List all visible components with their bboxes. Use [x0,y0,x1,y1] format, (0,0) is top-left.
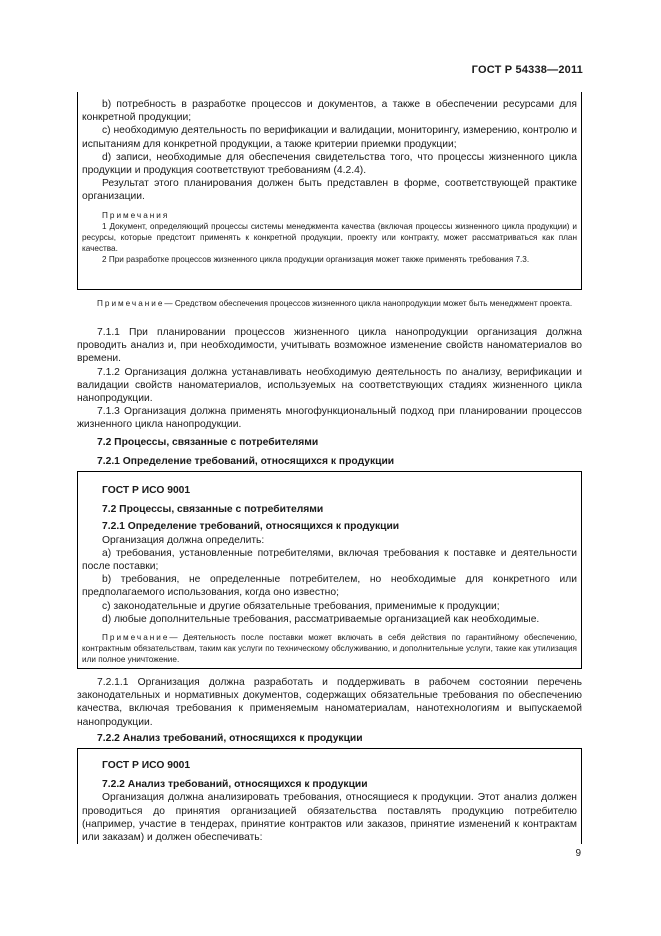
box2-heading-7-2-1: 7.2.1 Определение требований, относящихся к продукции [102,521,400,533]
clause-7-2-1-1: 7.2.1.1 Организация должна разработать и поддерживать в рабочем состоянии перечень законодательных и нормативных документов, содержащих обязательные требования по обеспечению качества, включая требования к применяемым наноматериалам, нанотехнологиям и выпускаемой нанопродукции. [77,677,582,728]
box2-note-text: — Деятельность после поставки может включать в себя действия по гарантийному обеспечению, контрактным обязательствам, таким как услуги по техническому обслуживанию, и дополнительные услуги, такие как утилизация или полное уничтожение. [82,633,577,665]
paragraph-c: c) необходимую деятельность по верификации и валидации, мониторингу, измерению, контролю и испытаниям для конкретной продукции, а также критерии приемки продукции; [82,125,577,150]
iso-quote-box-continued [77,92,582,290]
box2-item-c: c) законодательные и другие обязательные требования, применимые к продукции; [102,600,500,612]
main-note-label: Примечание [97,299,165,308]
box3-heading-7-2-2: 7.2.2 Анализ требований, относящихся к продукции [102,779,368,791]
page-number: 9 [575,848,581,859]
clause-7-1-2: 7.1.2 Организация должна устанавливать необходимую деятельность по анализу, верификации и валидации свойств наноматериалов, используемых на соответствующих стадиях жизненного цикла нанопродукции. [77,366,582,405]
heading-7-2-1: 7.2.1 Определение требований, относящихся к продукции [97,455,395,467]
box3-title: ГОСТ Р ИСО 9001 [102,760,191,771]
document-header: ГОСТ Р 54338—2011 [471,64,583,76]
paragraph-b: b) потребность в разработке процессов и документов, а также в обеспечении ресурсами для конкретной продукции; [82,99,577,124]
heading-7-2-2: 7.2.2 Анализ требований, относящихся к продукции [97,732,363,744]
box2-item-b: b) требования, не определенные потребителем, но необходимые для конкретного или предполагаемого использования, когда оно известно; [82,574,577,599]
note-1: 1 Документ, определяющий процессы системы менеджмента качества (включая процессы жизненного цикла продукции) и ресурсы, которые предстоит применять к конкретной продукции, проекту или контракту, может рассматриваться как план качества. [82,221,577,253]
heading-7-2: 7.2 Процессы, связанные с потребителями [97,436,319,448]
box2-item-a: a) требования, установленные потребителями, включая требования к поставке и деятельности после поставки; [82,547,577,573]
box2-title: ГОСТ Р ИСО 9001 [102,485,191,496]
main-note [77,298,582,309]
paragraph-d: d) записи, необходимые для обеспечения свидетельства того, что процессы жизненного цикла продукции и продукция соответствуют требованиям (4.2.4). [82,151,577,177]
box2-heading-7-2: 7.2 Процессы, связанные с потребителями [102,504,324,516]
iso-quote-box-7-2-2 [77,748,582,844]
clause-7-2-1-1-block [77,676,582,745]
paragraph-result: Результат этого планирования должен быть представлен в форме, соответствующей практике организации. [82,178,577,203]
notes-label: Примечания [102,210,170,220]
iso-quote-box-7-2-1 [77,471,582,669]
clause-7-1-3: 7.1.3 Организация должна применять многофункциональный подход при планировании процессов жизненного цикла нанопродукции. [77,406,582,431]
box2-note-label: Примечание [102,633,170,643]
clause-7-1-1: 7.1.1 При планировании процессов жизненного цикла нанопродукции организация должна проводить анализ и, при необходимости, учитывать возможное изменение свойств наноматериалов во времени. [77,327,582,365]
box2-intro: Организация должна определить: [102,534,265,546]
clauses-71 [77,326,582,468]
box3-text: Организация должна анализировать требования, относящиеся к продукции. Этот анализ должен проводиться до принятия организацией обязательства поставлять продукцию потребителю (например, участие в тендерах, принятие контрактов или заказов, принятие изменений к контрактам или заказам) и должен обеспечивать: [82,792,577,844]
note-2: 2 При разработке процессов жизненного цикла продукции организация может также применять требования 7.3. [102,254,530,264]
box2-item-d: d) любые дополнительные требования, рассматриваемые организацией как необходимые. [102,613,540,625]
main-note-text: — Средством обеспечения процессов жизненного цикла нанопродукции может быть менеджмент проекта. [164,299,573,308]
